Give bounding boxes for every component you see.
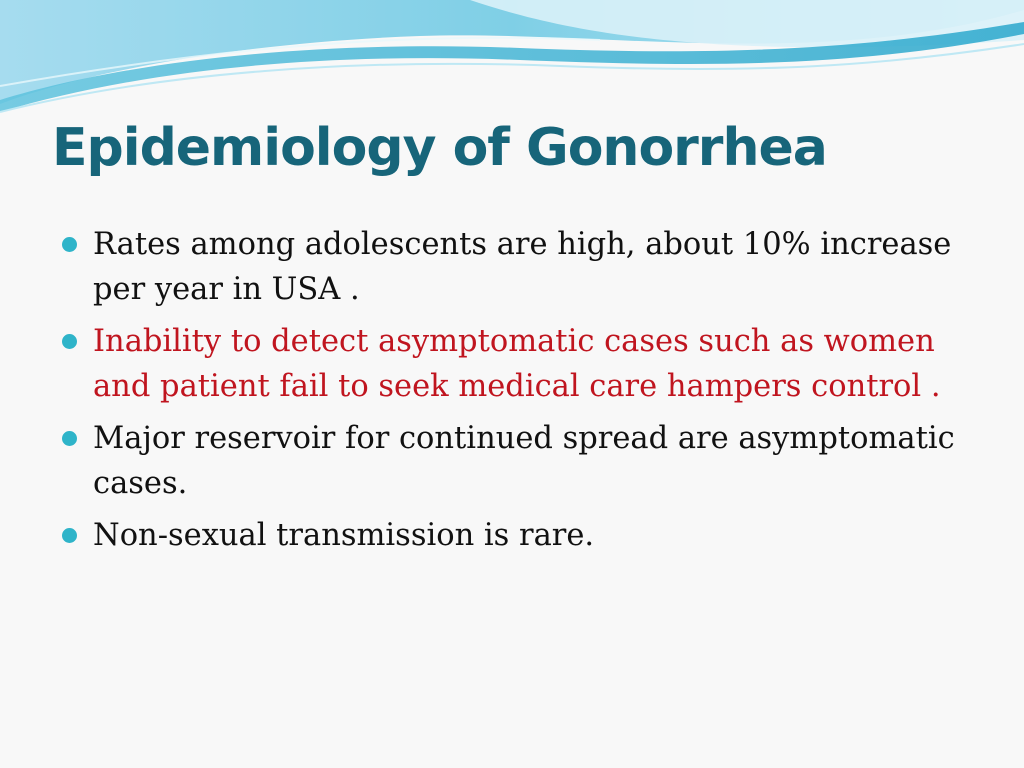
header-wave-decoration: [0, 0, 1024, 120]
bullet-text: Inability to detect asymptomatic cases such as women and patient fail to seek medical care hampers control .: [93, 324, 941, 404]
bullet-item: [60, 416, 980, 506]
bullet-dot-icon: [62, 431, 77, 446]
slide-title: Epidemiology of Gonorrhea: [52, 118, 827, 178]
bullet-dot-icon: [62, 334, 77, 349]
bullet-item: [60, 513, 980, 558]
bullet-item-highlighted: [60, 319, 980, 409]
bullet-text: Non-sexual transmission is rare.: [93, 518, 595, 553]
bullet-text: Major reservoir for continued spread are asymptomatic cases.: [93, 421, 955, 501]
bullet-dot-icon: [62, 528, 77, 543]
bullet-list: [60, 222, 980, 565]
bullet-text: Rates among adolescents are high, about 10% increase per year in USA .: [93, 227, 952, 307]
bullet-dot-icon: [62, 237, 77, 252]
bullet-item: [60, 222, 980, 312]
